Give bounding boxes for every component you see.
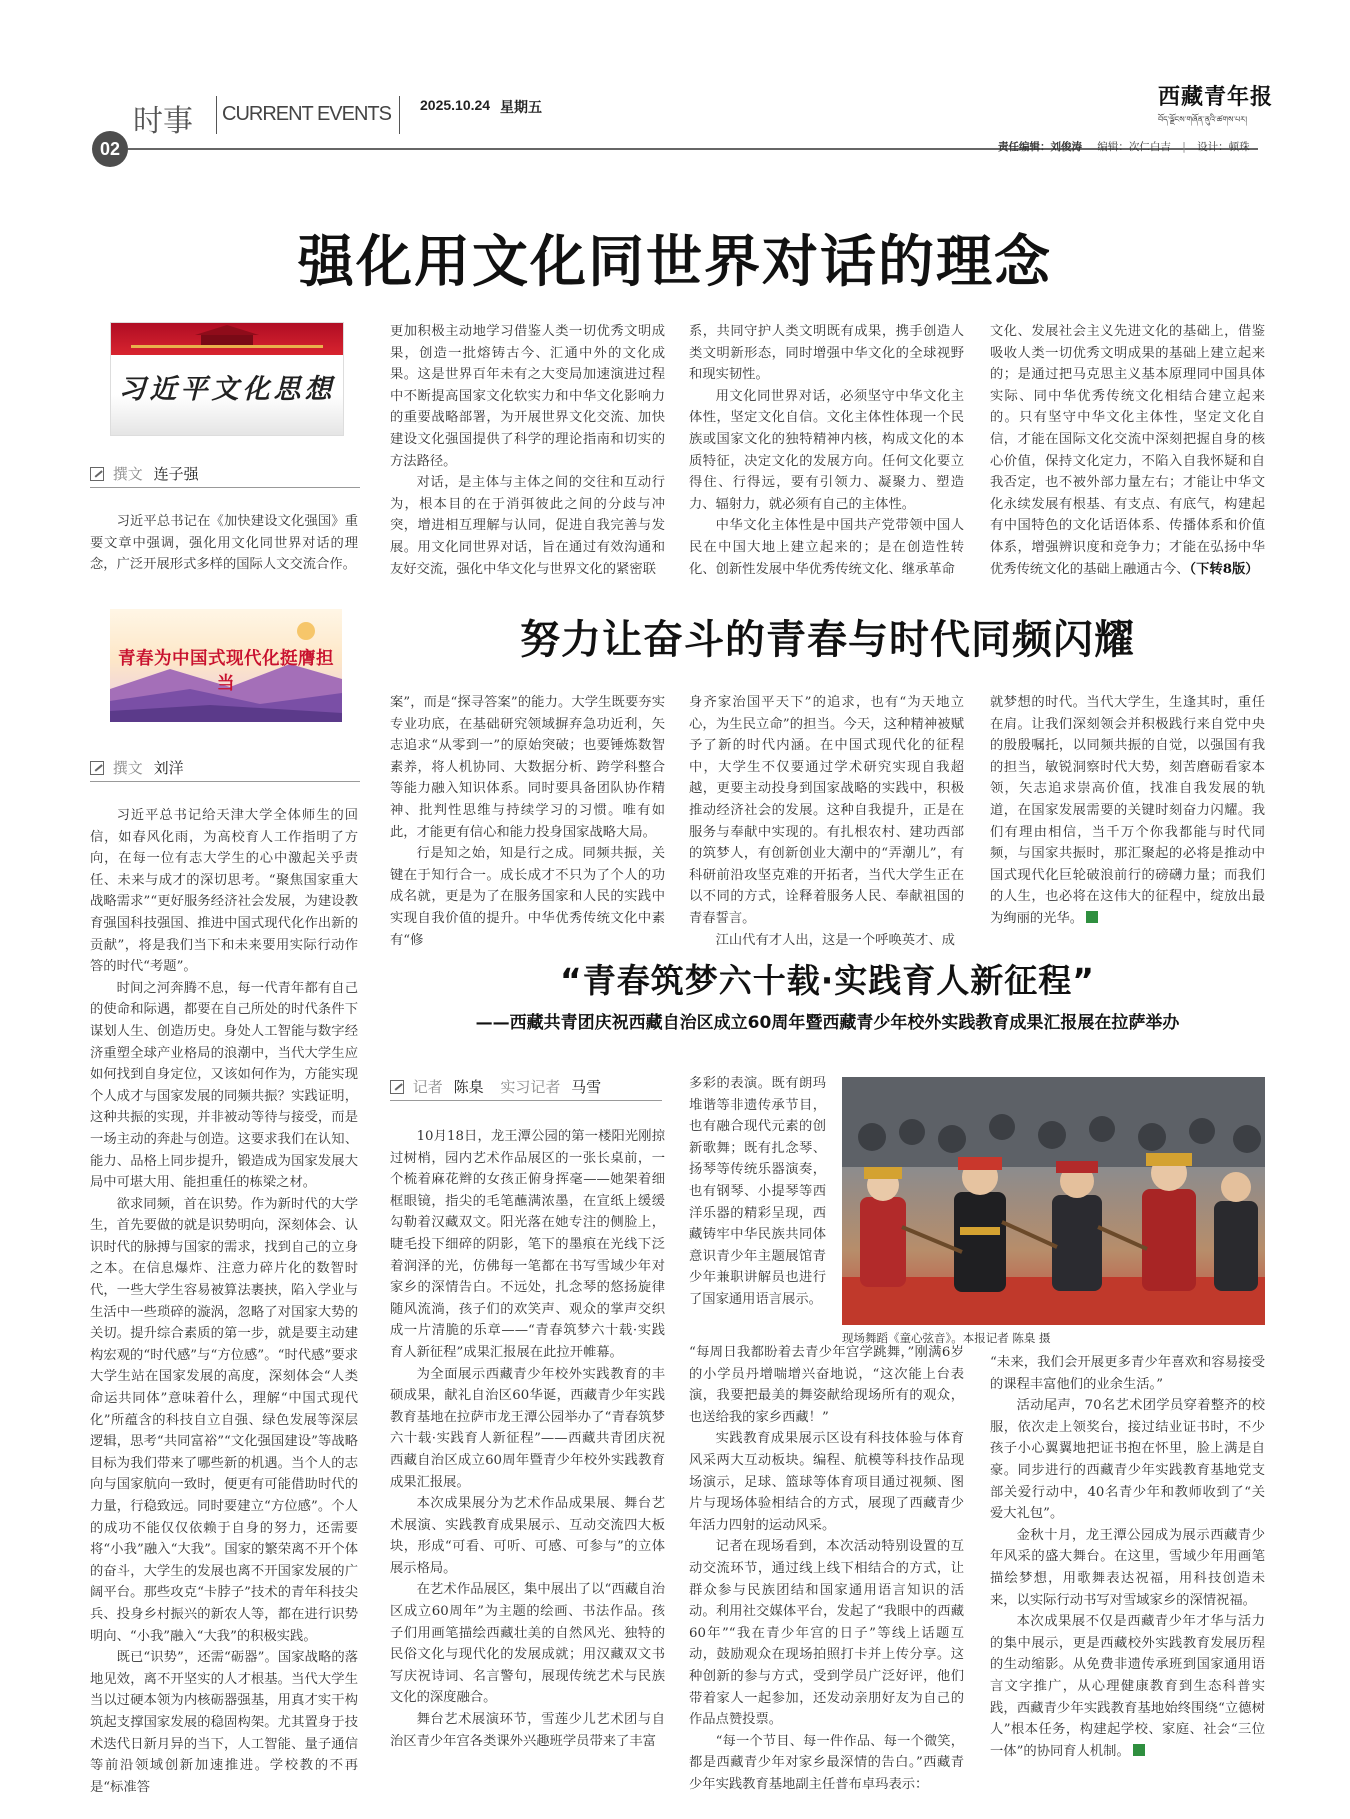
article2-byline bbox=[90, 757, 184, 778]
paragraph: 为全面展示西藏青少年校外实践教育的丰硕成果，献礼自治区60华诞，西藏青少年实践教育基地在拉萨市龙王潭公园举办了“青春筑梦六十载·实践育人新征程”——西藏共青团庆祝西藏自治区成立60周年暨青少年校外实践教育成果汇报展。 bbox=[390, 1366, 665, 1490]
paragraph: 活动尾声，70名艺术团学员穿着整齐的校服，依次走上领奖台，接过结业证书时，不少孩子小心翼翼地把证书抱在怀里，脸上满是自豪。同步进行的西藏青少年实践教育基地党支部关爱行动中，40名青少年和教师收到了“关爱大礼包”。 bbox=[990, 1398, 1265, 1522]
event-photo bbox=[842, 1077, 1265, 1325]
header-divider-2 bbox=[399, 96, 400, 134]
paragraph: 既已“识势”，还需“砺器”。国家战略的落地见效，离不开坚实的人才根基。当代大学生当以过硬本领为内核砺器强基，用真才实干构筑起支撑国家发展的稳固构架。尤其置身于技术迭代日新月异的当下，人工智能、量子通信等前沿领域创新加速推进。学校教的不再是“标准答 bbox=[90, 1650, 358, 1795]
article3-byline bbox=[390, 1076, 601, 1097]
paragraph: 对话，是主体与主体之间的交往和互动行为，根本目的在于消弭彼此之间的分歧与冲突，增进相互理解与认同，促进自我完善与发展。用文化同世界对话，旨在通过有效沟通和友好交流，强化中华文化与世界文化的紧密联 bbox=[390, 475, 665, 577]
reporter-name: 陈臬 bbox=[453, 1078, 484, 1096]
lead-paragraph: 习近平总书记在《加快建设文化强国》重要文章中强调，强化用文化同世界对话的理念，广泛开展形式多样的国际人文交流合作。 bbox=[90, 514, 358, 573]
jump-reference[interactable]: （下转8版） bbox=[1189, 561, 1259, 577]
photo-illustration bbox=[842, 1077, 1265, 1325]
credit-designer: 设计：顿珠 bbox=[1197, 141, 1250, 153]
paragraph: 就梦想的时代。当代大学生，生逢其时，重任在肩。让我们深刻领会并积极践行来自党中央的殷殷嘱托，以同频共振的自觉，以强国有我的担当，敏锐洞察时代大势，刻苦磨砺看家本领，矢志追求崇高价值，找准自我发展的轨道，在国家发展需要的关键时刻奋力闪耀。我们有理由相信，当千万个你我都能与时代同频，与国家共振时，那汇聚起的必将是推动中国式现代化巨轮破浪前行的磅礴力量；而我们的人生，也必将在这伟大的征程中，绽放出最为绚丽的光华。 bbox=[990, 695, 1265, 926]
paragraph: 用文化同世界对话，必须坚守中华文化主体性，坚定文化自信。文化主体性体现一个民族或国家文化的独特精神内核，构成文化的本质特征，决定文化的发展方向。任何文化要立得住、行得远，要有引领力、凝聚力、塑造力、辐射力，就必须有自己的主体性。 bbox=[689, 388, 964, 512]
paper-name: 西藏青年报 bbox=[1158, 84, 1274, 110]
article3-column-2-bottom bbox=[689, 1342, 964, 1792]
article3-headline: “青春筑梦六十载·实践育人新征程” bbox=[560, 961, 1095, 1000]
edit-note-icon bbox=[390, 1080, 404, 1094]
paragraph: 记者在现场看到，本次活动特别设置的互动交流环节，通过线上线下相结合的方式，让群众参与民族团结和国家通用语言知识的活动。利用社交媒体平台，发起了“我眼中的西藏60年”“我在青少年宫的日子”等线上话题互动，鼓励观众在现场拍照打卡并上传分享。这种创新的参与方式，受到学员广泛好评，他们带着家人一起参加，还发动亲朋好友为自己的作品点赞投票。 bbox=[689, 1539, 964, 1728]
section-title-cn: 时事 bbox=[133, 104, 193, 139]
paragraph: 本次成果展分为艺术作品成果展、舞台艺术展演、实践教育成果展示、互动交流四大板块，形成“可看、可听、可感、可参与”的立体展示格局。 bbox=[390, 1496, 665, 1576]
paragraph: 金秋十月，龙王潭公园成为展示西藏青少年风采的盛大舞台。在这里，雪域少年用画笔描绘梦想，用歌舞表达祝福，用科技创造未来，以实际行动书写对雪域家乡的深情祝福。 bbox=[990, 1527, 1265, 1608]
paragraph: 身齐家治国平天下”的追求，也有“为天地立心，为生民立命”的担当。今天，这种精神被赋予了新的时代内涵。在中国式现代化的征程中，大学生不仅要通过学术研究实现自我超越，更要主动投身到国家战略的实践中，积极推动经济社会的发展。这种自我提升，正是在服务与奉献中实现的。有扎根农村、建功西部的筑梦人，有创新创业大潮中的“弄潮儿”，有科研前沿攻坚克难的开拓者，当代大学生正在以不同的方式，诠释着服务人民、奉献祖国的青春誓言。 bbox=[689, 695, 964, 926]
article2-column-3 bbox=[990, 692, 1265, 924]
paragraph: 更加积极主动地学习借鉴人类一切优秀文明成果，创造一批熔铸古今、汇通中外的文化成果。这是世界百年未有之大变局加速演进过程中不断提高国家文化软实力和中华文化影响力的重要战略部署，为开展世界文化交流、加快建设文化强国提供了科学的理论指南和切实的方法路径。 bbox=[390, 324, 665, 469]
article1-column-2 bbox=[689, 321, 964, 575]
edit-note-icon bbox=[90, 761, 104, 775]
byline-rule bbox=[90, 781, 360, 782]
page-number-badge bbox=[92, 131, 128, 167]
article2-column-0 bbox=[90, 805, 358, 1795]
issue-date: 2025.10.24 bbox=[420, 97, 491, 113]
page-number: 02 bbox=[99, 139, 121, 159]
paragraph: “每周日我都盼着去青少年宫学跳舞，”刚满6岁的小学员丹增喘增兴奋地说，“这次能上台表演，我要把最美的舞姿献给现场所有的观众，也送给我的家乡西藏！” bbox=[689, 1345, 964, 1425]
paper-name-tibetan: བོད་ལྗོངས་གཞོན་ནུའི་ཚགས་པར། bbox=[1158, 115, 1247, 124]
paragraph: 文化、发展社会主义先进文化的基础上，借鉴吸收人类一切优秀文明成果的基础上建立起来的；是通过把马克思主义基本原理同中国具体实际、同中华优秀传统文化相结合建立起来的。只有坚守中华文化主体性，坚定文化自信，才能在国际文化交流中深刻把握自身的核心价值，保持文化定力，不陷入自我怀疑和自我否定，也不被外部力量左右；才能让中华文化永续发展有根基、有支点、有底气，构建起有中国特色的文化话语体系、传播体系和价值体系，增强辨识度和竞争力；才能在弘扬中华优秀传统文化的基础上融通古今、（下转8版） bbox=[990, 324, 1265, 577]
green-end-mark-icon bbox=[1133, 1744, 1145, 1756]
article2-headline: 努力让奋斗的青春与时代同频闪耀 bbox=[520, 617, 1135, 663]
author-name: 连子强 bbox=[153, 465, 199, 483]
column-banner-youth bbox=[110, 609, 342, 722]
paragraph: 在艺术作品展区，集中展出了以“西藏自治区成立60周年”为主题的绘画、书法作品。孩子们用画笔描绘西藏壮美的自然风光、独特的民俗文化与现代化的发展成就；用汉藏双文书写庆祝诗词、名言警句，展现传统艺术与民族文化的深度融合。 bbox=[390, 1582, 665, 1706]
paragraph: 江山代有才人出，这是一个呼唤英才、成 bbox=[715, 932, 955, 948]
paragraph: “每一个节目、每一件作品、每一个微笑，都是西藏青少年对家乡最深情的告白。”西藏青少年实践教育基地副主任普布卓玛表示： bbox=[689, 1733, 964, 1792]
page-credits: 责任编辑：刘俊涛 编辑：次仁白吉 | 设计：顿珠 bbox=[998, 141, 1250, 153]
intern-name: 马雪 bbox=[571, 1078, 602, 1096]
credit-editor: 编辑：次仁白吉 bbox=[1097, 141, 1171, 153]
green-end-mark-icon bbox=[1086, 911, 1098, 923]
paragraph: 本次成果展不仅是西藏青少年才华与活力的集中展示，更是西藏校外实践教育发展历程的生动缩影。从免费非遗传承班到国家通用语言文字推广，从心理健康教育到生态科普实践，西藏青少年实践教育基地始终围绕“立德树人”根本任务，构建起学校、家庭、社会“三位一体”的协同育人机制。 bbox=[990, 1614, 1265, 1759]
article3-column-2-top bbox=[689, 1073, 826, 1331]
photo-caption: 现场舞蹈《童心弦音》。本报记者 陈臬 摄 bbox=[842, 1331, 1051, 1345]
section-divider bbox=[216, 96, 217, 134]
paragraph: 舞台艺术展演环节，雪莲少儿艺术团与自治区青少年宫各类课外兴趣班学员带来了丰富 bbox=[390, 1712, 665, 1749]
byline-label: 记者 bbox=[412, 1078, 443, 1096]
article2-column-2 bbox=[689, 692, 964, 948]
byline-label: 撰文 bbox=[112, 759, 143, 777]
article1-column-3 bbox=[990, 321, 1265, 575]
paragraph: “未来，我们会开展更多青少年喜欢和容易接受的课程丰富他们的业余生活。” bbox=[990, 1355, 1265, 1392]
credit-duty-editor: 责任编辑：刘俊涛 bbox=[998, 141, 1082, 153]
article3-subtitle: ——西藏共青团庆祝西藏自治区成立60周年暨西藏青少年校外实践教育成果汇报展在拉萨举办 bbox=[475, 1013, 1180, 1033]
paragraph: 系，共同守护人类文明既有成果，携手创造人类文明新形态，同时增强中华文化的全球视野和现实韧性。 bbox=[689, 324, 964, 383]
article1-byline bbox=[90, 463, 199, 484]
banner-title: 习近平文化思想 bbox=[118, 374, 336, 405]
article1-lead bbox=[90, 511, 358, 577]
author-name: 刘洋 bbox=[153, 759, 184, 777]
section-title-en: CURRENT EVENTS bbox=[222, 103, 391, 125]
paragraph: 习近平总书记给天津大学全体师生的回信，如春风化雨，为高校育人工作指明了方向，在每一位有志大学生的心中激起关乎责任、未来与成才的深切思考。“聚焦国家重大战略需求”“更好服务经济社会发展，为建设教育强国科技强国、推进中国式现代化作出新的贡献”，将是我们当下和未来要用实际行动作答的时代“考题”。 bbox=[90, 808, 358, 975]
byline-label: 实习记者 bbox=[500, 1078, 561, 1096]
paragraph: 欲求同频，首在识势。作为新时代的大学生，首先要做的就是识势明向，深刻体会、认识时代的脉搏与国家的需求，找到自己的立身之本。在信息爆炸、注意力碎片化的数智时代，一些大学生容易被算法裹挟，陷入学业与生活中一些琐碎的漩涡，忽略了对国家大势的关切。提升综合素质的第一步，就是要主动建构宏观的“时代感”与“方位感”。“时代感”要求大学生站在国家发展的高度，深刻体会“人类命运共同体”意味着什么，理解“中国式现代化”所蕴含的科技自立自强、绿色发展等深层逻辑，思考“共同富裕”“文化强国建设”等战略目标为我们带来了哪些新的机遇。当个人的志向与国家航向一致时，便更有可能借助时代的力量，行稳致远。同时要建立“方位感”。个人的成功不能仅仅依赖于自身的努力，还需要将“小我”融入“大我”。国家的繁荣离不开个体的奋斗，大学生的发展也离不开国家发展的广阔平台。那些攻克“卡脖子”技术的青年科技尖兵、投身乡村振兴的新农人等，都在进行识势明向、“小我”融入“大我”的积极实践。 bbox=[90, 1196, 358, 1644]
paragraph: 行是知之始，知是行之成。同频共振，关键在于知行合一。成长成才不只为了个人的功成名就，更是为了在服务国家和人民的实践中实现自我价值的提升。中华优秀传统文化中素有“修 bbox=[390, 846, 665, 948]
banner-title: 青春为中国式现代化挺膺担当 bbox=[118, 649, 334, 694]
paragraph: 中华文化主体性是中国共产党带领中国人民在中国大地上建立起来的；是在创造性转化、创新性发展中华优秀传统文化、继承革命 bbox=[689, 518, 964, 577]
edit-note-icon bbox=[90, 467, 104, 481]
paragraph: 时间之河奔腾不息，每一代青年都有自己的使命和际遇，都要在自己所处的时代条件下谋划人生、创造历史。身处人工智能与数字经济重塑全球产业格局的浪潮中，当代大学生应如何找到自身定位，又该如何作为，方能实现个人成才与国家发展的同频共振？实践证明，这种共振的实现，并非被动等待与接受，而是一场主动的奔赴与创造。这要求我们在认知、能力、品格上同步提升，锻造成为国家发展大局中可堪大用、能担重任的栋梁之材。 bbox=[90, 980, 358, 1191]
paragraph: 10月18日，龙王潭公园的第一楼阳光刚掠过树梢，园内艺术作品展区的一张长桌前，一个梳着麻花辫的女孩正俯身挥毫——她架着细框眼镜，指尖的毛笔蘸满浓墨，在宣纸上缓缓勾勒着汉藏双文。阳光落在她专注的侧脸上，睫毛投下细碎的阴影，笔下的墨痕在光线下泛着润泽的光，仿佛每一笔都在书写雪域少年对家乡的深情告白。不远处，扎念琴的悠扬旋律随风流淌，孩子们的欢笑声、观众的掌声交织成一片清脆的乐章——“青春筑梦六十载·实践育人新征程”成果汇报展在此拉开帷幕。 bbox=[390, 1129, 665, 1360]
byline-rule bbox=[90, 487, 360, 488]
article3-column-3 bbox=[990, 1352, 1265, 1759]
paragraph: 案”，而是“探寻答案”的能力。大学生既要夯实专业功底，在基础研究领域摒弃急功近利，矢志追求“从零到一”的原始突破；也要锤炼数智素养，将人机协同、大数据分析、跨学科整合等能力融入知识体系。同时要具备团队协作精神、批判性思维与持续学习的习惯。唯有如此，才能更有信心和能力投身国家战略大局。 bbox=[390, 695, 665, 840]
article1-headline: 强化用文化同世界对话的理念 bbox=[298, 230, 1052, 295]
issue-weekday: 星期五 bbox=[500, 100, 542, 116]
banner-architecture-graphic bbox=[111, 323, 343, 357]
column-banner-culture-thought bbox=[110, 322, 344, 436]
byline-rule bbox=[390, 1100, 662, 1101]
paragraph: 实践教育成果展示区设有科技体验与体育风采两大互动板块。编程、航模等科技作品现场演示，足球、篮球等体育项目通过视频、图片与现场体验相结合的方式，展现了西藏青少年活力四射的运动风采。 bbox=[689, 1431, 964, 1533]
article1-column-1 bbox=[390, 321, 665, 575]
byline-label: 撰文 bbox=[112, 465, 143, 483]
article3-column-1 bbox=[390, 1126, 665, 1756]
article2-column-1 bbox=[390, 692, 665, 948]
paragraph: 多彩的表演。既有朗玛堆谐等非遗传承节目，也有融合现代元素的创新歌舞；既有扎念琴、扬琴等传统乐器演奏，也有钢琴、小提琴等西洋乐器的精彩呈现，西藏铸牢中华民族共同体意识青少年主题展馆青少年兼职讲解员也进行了国家通用语言展示。 bbox=[689, 1076, 826, 1307]
